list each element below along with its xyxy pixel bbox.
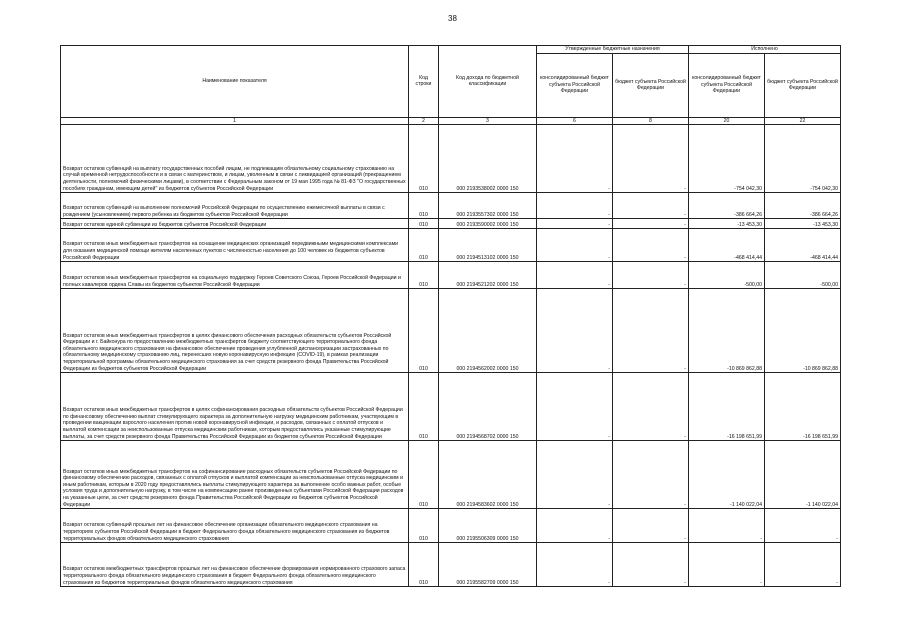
row-approved-consolidated-cell: -	[537, 229, 613, 262]
table-row	[61, 373, 841, 441]
row-approved-subject-cell: -	[613, 262, 689, 289]
row-executed-subject-cell: -	[765, 509, 841, 543]
row-approved-subject-cell: -	[613, 543, 689, 587]
row-code-cell: 010	[409, 125, 439, 193]
row-executed-consolidated-cell: -13 453,30	[689, 219, 765, 229]
row-approved-consolidated-cell: -	[537, 262, 613, 289]
column-number: 20	[689, 117, 765, 125]
row-executed-consolidated-cell: -16 198 651,99	[689, 373, 765, 441]
row-name-cell: Возврат остатков межбюджетных трансфертов прошлых лет на финансовое обеспечение формирования нормированного страхового запаса территориального фонда обязательного медицинского страхования в бюджет Федерального фонда обязательного медицинского страхования из бюджетов территориальных фондов обязательного медицинского страхования	[61, 543, 409, 587]
row-code-cell: 010	[409, 441, 439, 509]
row-kbk-cell: 000 2195582709 0000 150	[439, 543, 537, 587]
table-row	[61, 193, 841, 219]
row-executed-subject-cell: -1 140 022,04	[765, 441, 841, 509]
row-approved-consolidated-cell: -	[537, 219, 613, 229]
column-numbers-row	[61, 117, 841, 125]
page-number: 38	[448, 14, 457, 23]
row-executed-subject-cell: -13 453,30	[765, 219, 841, 229]
row-approved-subject-cell: -	[613, 219, 689, 229]
column-number: 2	[409, 117, 439, 125]
column-number: 6	[537, 117, 613, 125]
row-approved-consolidated-cell: -	[537, 441, 613, 509]
header-name: Наименование показателя	[61, 46, 409, 118]
row-code-cell: 010	[409, 229, 439, 262]
row-kbk-cell: 000 2193590002 0000 150	[439, 219, 537, 229]
row-approved-subject-cell: -	[613, 193, 689, 219]
row-executed-consolidated-cell: -468 414,44	[689, 229, 765, 262]
header-subject-approved: бюджет субъекта Российской Федерации	[613, 53, 689, 117]
row-code-cell: 010	[409, 509, 439, 543]
row-executed-consolidated-cell: -	[689, 543, 765, 587]
row-executed-subject-cell: -468 414,44	[765, 229, 841, 262]
table-row	[61, 289, 841, 373]
header-group-executed: Исполнено	[689, 46, 841, 54]
row-approved-consolidated-cell: -	[537, 543, 613, 587]
table-row	[61, 219, 841, 229]
row-name-cell: Возврат остатков субвенций на выполнение полномочий Российской Федерации по осуществлению ежемесячной выплаты в связи с рождением (усыновлением) первого ребенка из бюджетов субъектов Российской Федерации	[61, 193, 409, 219]
row-kbk-cell: 000 2194513102 0000 150	[439, 229, 537, 262]
row-executed-consolidated-cell: -386 664,26	[689, 193, 765, 219]
row-approved-consolidated-cell: -	[537, 509, 613, 543]
row-name-cell: Возврат остатков иных межбюджетных трансфертов на софинансирование расходных обязательств субъектов Российской Федерации по финансовому обеспечению расходов, связанных с оплатой отпусков и выплатой компенсации за неиспользованные отпуска медицинским и иным работникам, которым в 2020 году предоставлялись выплаты стимулирующего характера за выполнение особо важных работ, особые условия труда и дополнительную нагрузку, в том числе на компенсацию ранее произведенных субъектами Российской Федерации расходов на указанные цели, за счет средств резервного фонда Правительства Российской Федерации из бюджетов субъектов Российской Федерации	[61, 441, 409, 509]
column-number: 22	[765, 117, 841, 125]
row-executed-subject-cell: -10 869 862,88	[765, 289, 841, 373]
table-row	[61, 509, 841, 543]
header-group-approved: Утвержденные бюджетные назначения	[537, 46, 689, 54]
table-row	[61, 543, 841, 587]
row-code-cell: 010	[409, 373, 439, 441]
column-number: 8	[613, 117, 689, 125]
row-code-cell: 010	[409, 219, 439, 229]
row-name-cell: Возврат остатков иных межбюджетных трансфертов в целях финансового обеспечения расходных обязательств субъектов Российской Федерации и г. Байконура по предоставлению межбюджетных трансфертов бюджету соответствующего территориального фонда обязательного медицинского страхования на финансовое обеспечение проведения углубленной диспансеризации застрахованных по обязательному медицинскому страхованию лиц, перенесших новую коронавирусную инфекцию (COVID-19), в рамках реализации территориальной программы обязательного медицинского страхования за счет средств резервного фонда Правительства Российской Федерации из бюджетов субъектов Российской Федерации	[61, 289, 409, 373]
row-executed-subject-cell: -500,00	[765, 262, 841, 289]
row-approved-consolidated-cell: -	[537, 125, 613, 193]
row-approved-subject-cell: -	[613, 289, 689, 373]
row-kbk-cell: 000 2194568702 0000 150	[439, 373, 537, 441]
row-executed-subject-cell: -754 042,30	[765, 125, 841, 193]
row-approved-subject-cell: -	[613, 229, 689, 262]
row-kbk-cell: 000 2194521202 0000 150	[439, 262, 537, 289]
row-approved-subject-cell: -	[613, 509, 689, 543]
table-row	[61, 262, 841, 289]
row-code-cell: 010	[409, 543, 439, 587]
table-header	[61, 46, 841, 125]
row-approved-subject-cell: -	[613, 441, 689, 509]
row-approved-consolidated-cell: -	[537, 193, 613, 219]
row-code-cell: 010	[409, 193, 439, 219]
header-consolidated-approved: консолидированный бюджет субъекта Российской Федерации	[537, 53, 613, 117]
row-name-cell: Возврат остатков субвенций прошлых лет на финансовое обеспечение организации обязательного медицинского страхования на территориях субъектов Российской Федерации в бюджет Федерального фонда обязательного медицинского страхования из бюджетов территориальных фондов обязательного медицинского страхования	[61, 509, 409, 543]
header-consolidated-executed: консолидированный бюджет субъекта Российской Федерации	[689, 53, 765, 117]
row-executed-consolidated-cell: -500,00	[689, 262, 765, 289]
row-approved-consolidated-cell: -	[537, 289, 613, 373]
row-name-cell: Возврат остатков иных межбюджетных трансфертов на социальную поддержку Героев Советского Союза, Героев Российской Федерации и полных кавалеров ордена Славы из бюджетов субъектов Российской Федерации	[61, 262, 409, 289]
table-row	[61, 441, 841, 509]
row-executed-consolidated-cell: -10 869 862,88	[689, 289, 765, 373]
header-subject-executed: бюджет субъекта Российской Федерации	[765, 53, 841, 117]
row-kbk-cell: 000 2194562002 0000 150	[439, 289, 537, 373]
row-approved-subject-cell: -	[613, 125, 689, 193]
table-row	[61, 125, 841, 193]
row-executed-subject-cell: -	[765, 543, 841, 587]
column-number: 1	[61, 117, 409, 125]
row-executed-subject-cell: -16 198 651,99	[765, 373, 841, 441]
row-name-cell: Возврат остатков иных межбюджетных трансфертов в целях софинансирования расходных обязательств субъектов Российской Федерации по финансовому обеспечению выплат стимулирующего характера за дополнительную нагрузку медицинским работникам, участвующим в проведении вакцинации взрослого населения против новой коронавирусной инфекции, и расходов, связанных с оплатой отпусков и выплатой компенсации за неиспользованные отпуска медицинским работникам, которым предоставлялись указанные стимулирующие выплаты, за счет средств резервного фонда Правительства Российской Федерации из бюджетов субъектов Российской Федерации	[61, 373, 409, 441]
row-kbk-cell: 000 2195506309 0000 150	[439, 509, 537, 543]
row-name-cell: Возврат остатков субвенций на выплату государственных пособий лицам, не подлежащим обязательному социальному страхованию на случай временной нетрудоспособности и в связи с материнством, и лицам, уволенным в связи с ликвидацией организаций (прекращением деятельности, полномочий физическими лицами), в соответствии с Федеральным законом от 19 мая 1995 года № 81-ФЗ "О государственных пособиях гражданам, имеющим детей" из бюджетов субъектов Российской Федерации	[61, 125, 409, 193]
row-name-cell: Возврат остатков иных межбюджетных трансфертов на оснащение медицинских организаций передвижными медицинскими комплексами для оказания медицинской помощи жителям населенных пунктов с численностью населения до 100 человек из бюджетов субъектов Российской Федерации	[61, 229, 409, 262]
row-executed-subject-cell: -386 664,26	[765, 193, 841, 219]
row-name-cell: Возврат остатков единой субвенции из бюджетов субъектов Российской Федерации	[61, 219, 409, 229]
table-row	[61, 229, 841, 262]
row-executed-consolidated-cell: -1 140 022,04	[689, 441, 765, 509]
row-kbk-cell: 000 2193538002 0000 150	[439, 125, 537, 193]
row-kbk-cell: 000 2194583602 0000 150	[439, 441, 537, 509]
row-code-cell: 010	[409, 262, 439, 289]
header-kbk: Код дохода по бюджетной классификации	[439, 46, 537, 118]
row-approved-subject-cell: -	[613, 373, 689, 441]
header-code: Код строки	[409, 46, 439, 118]
row-executed-consolidated-cell: -	[689, 509, 765, 543]
row-executed-consolidated-cell: -754 042,30	[689, 125, 765, 193]
row-kbk-cell: 000 2193557302 0000 150	[439, 193, 537, 219]
column-number: 3	[439, 117, 537, 125]
row-approved-consolidated-cell: -	[537, 373, 613, 441]
budget-report-table	[60, 45, 841, 587]
table-body	[61, 125, 841, 587]
row-code-cell: 010	[409, 289, 439, 373]
